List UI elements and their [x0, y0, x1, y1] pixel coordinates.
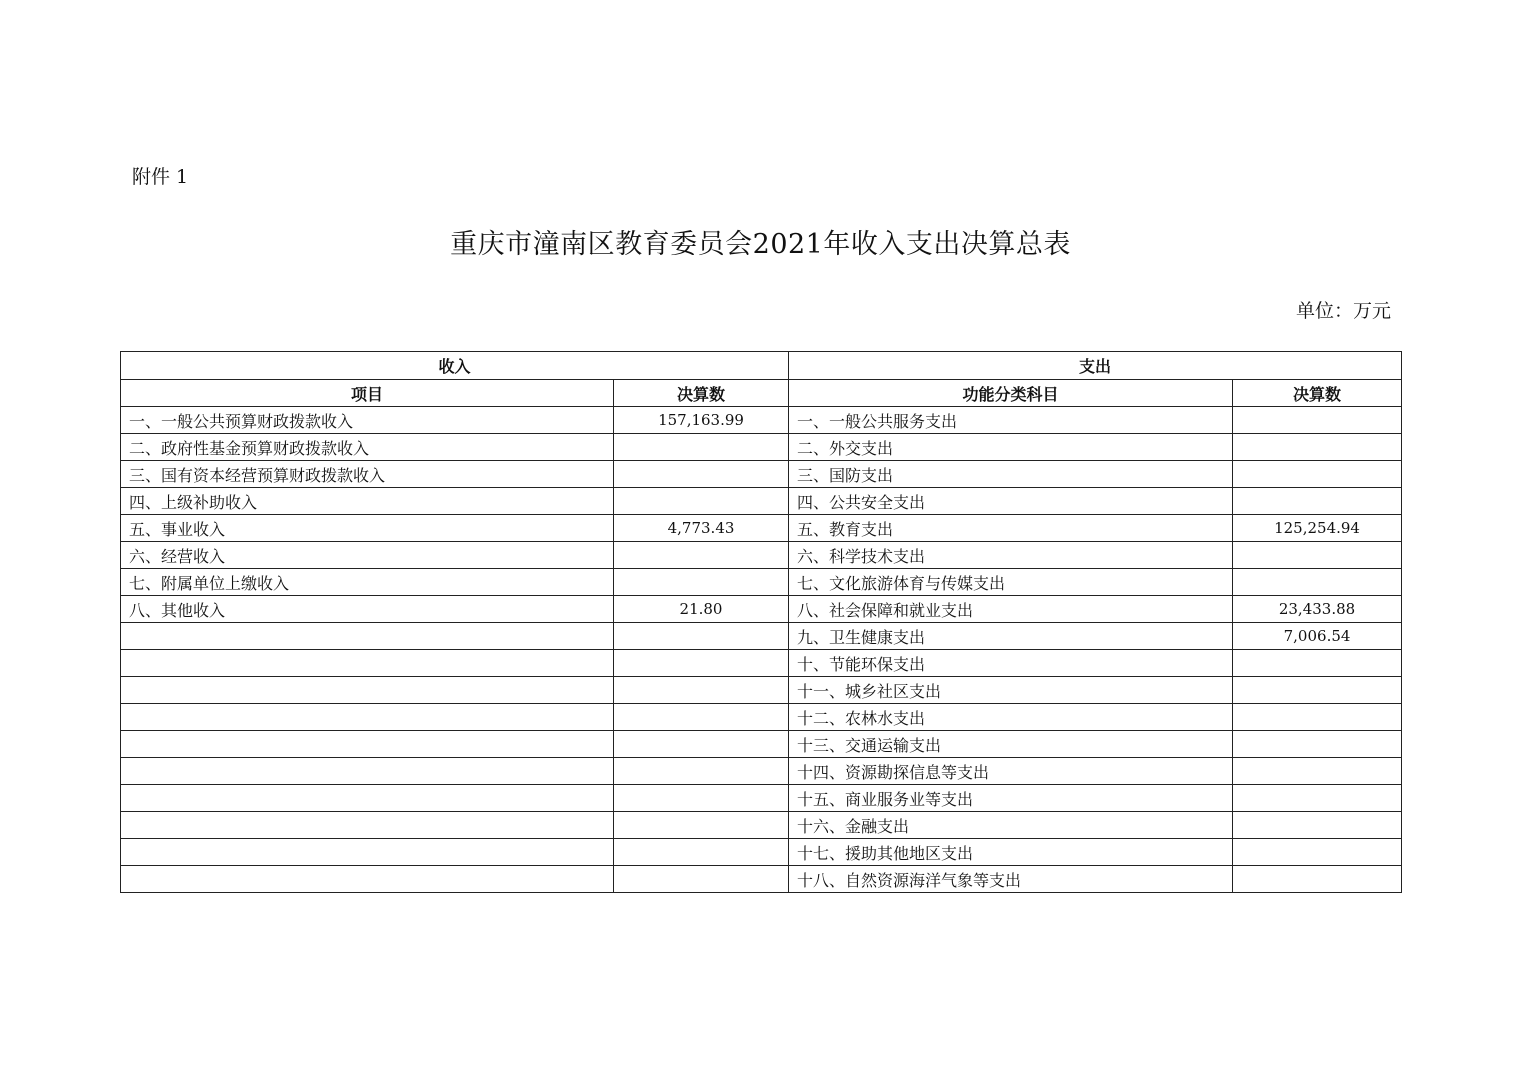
table-row: [121, 839, 1402, 866]
expense-item-cell: 十四、资源勘探信息等支出: [789, 758, 1233, 785]
table-row: [121, 785, 1402, 812]
expense-item-cell: 十三、交通运输支出: [789, 731, 1233, 758]
table-row: [121, 650, 1402, 677]
expense-item-cell: 十八、自然资源海洋气象等支出: [789, 866, 1233, 893]
table-row: [121, 677, 1402, 704]
income-item-cell: 八、其他收入: [121, 596, 614, 623]
expense-amount-column-header: 决算数: [1233, 380, 1402, 407]
group-header-row: [121, 352, 1402, 380]
expense-item-cell: 十、节能环保支出: [789, 650, 1233, 677]
expense-item-cell: 四、公共安全支出: [789, 488, 1233, 515]
income-amount-cell: [614, 731, 789, 758]
page-title: 重庆市潼南区教育委员会2021年收入支出决算总表: [450, 229, 1071, 260]
expense-item-cell: 十六、金融支出: [789, 812, 1233, 839]
expense-amount-cell: [1233, 839, 1402, 866]
expense-amount-cell: [1233, 866, 1402, 893]
income-amount-cell: [614, 461, 789, 488]
table-row: [121, 623, 1402, 650]
income-item-cell: 六、经营收入: [121, 542, 614, 569]
expense-amount-cell: [1233, 407, 1402, 434]
table-row: [121, 866, 1402, 893]
table-row: [121, 461, 1402, 488]
expense-amount-cell: 23,433.88: [1233, 596, 1402, 623]
income-amount-cell: [614, 569, 789, 596]
income-amount-column-header: 决算数: [614, 380, 789, 407]
expense-item-cell: 八、社会保障和就业支出: [789, 596, 1233, 623]
expense-item-cell: 十一、城乡社区支出: [789, 677, 1233, 704]
income-amount-cell: 21.80: [614, 596, 789, 623]
expense-amount-cell: [1233, 677, 1402, 704]
income-amount-cell: [614, 650, 789, 677]
table-row: [121, 704, 1402, 731]
income-amount-cell: [614, 542, 789, 569]
expense-amount-cell: [1233, 812, 1402, 839]
income-amount-cell: [614, 677, 789, 704]
table-row: [121, 434, 1402, 461]
expense-amount-cell: [1233, 434, 1402, 461]
income-amount-cell: 4,773.43: [614, 515, 789, 542]
table-row: [121, 488, 1402, 515]
expense-amount-cell: [1233, 731, 1402, 758]
income-amount-cell: [614, 623, 789, 650]
income-amount-cell: [614, 488, 789, 515]
expense-amount-cell: [1233, 461, 1402, 488]
table-row: [121, 758, 1402, 785]
expense-amount-cell: [1233, 569, 1402, 596]
income-item-cell: [121, 731, 614, 758]
income-amount-cell: [614, 758, 789, 785]
income-item-cell: [121, 677, 614, 704]
expense-item-cell: 一、一般公共服务支出: [789, 407, 1233, 434]
table-row: [121, 812, 1402, 839]
expense-item-cell: 五、教育支出: [789, 515, 1233, 542]
attachment-label: 附件 1: [132, 166, 189, 188]
expense-item-cell: 十五、商业服务业等支出: [789, 785, 1233, 812]
income-amount-cell: [614, 704, 789, 731]
income-item-cell: 一、一般公共预算财政拨款收入: [121, 407, 614, 434]
expense-group-header: 支出: [789, 352, 1402, 380]
income-item-cell: [121, 866, 614, 893]
expense-amount-cell: [1233, 758, 1402, 785]
income-group-header: 收入: [121, 352, 789, 380]
expense-amount-cell: 125,254.94: [1233, 515, 1402, 542]
income-amount-cell: [614, 812, 789, 839]
column-header-row: [121, 380, 1402, 407]
expense-amount-cell: 7,006.54: [1233, 623, 1402, 650]
income-item-cell: 七、附属单位上缴收入: [121, 569, 614, 596]
expense-amount-cell: [1233, 650, 1402, 677]
income-item-cell: [121, 758, 614, 785]
income-item-cell: [121, 839, 614, 866]
income-item-cell: [121, 812, 614, 839]
expense-item-cell: 十七、援助其他地区支出: [789, 839, 1233, 866]
income-amount-cell: [614, 785, 789, 812]
income-item-cell: 五、事业收入: [121, 515, 614, 542]
income-amount-cell: [614, 434, 789, 461]
expense-amount-cell: [1233, 542, 1402, 569]
unit-label: 单位：万元: [1295, 300, 1391, 322]
income-item-cell: [121, 785, 614, 812]
table-row: [121, 407, 1402, 434]
table-row: [121, 731, 1402, 758]
income-item-cell: 二、政府性基金预算财政拨款收入: [121, 434, 614, 461]
expense-amount-cell: [1233, 488, 1402, 515]
expense-item-cell: 十二、农林水支出: [789, 704, 1233, 731]
expense-item-cell: 三、国防支出: [789, 461, 1233, 488]
income-amount-cell: 157,163.99: [614, 407, 789, 434]
income-item-cell: 三、国有资本经营预算财政拨款收入: [121, 461, 614, 488]
expense-amount-cell: [1233, 704, 1402, 731]
expense-item-cell: 九、卫生健康支出: [789, 623, 1233, 650]
expense-amount-cell: [1233, 785, 1402, 812]
table-row: [121, 569, 1402, 596]
income-item-cell: [121, 704, 614, 731]
income-amount-cell: [614, 866, 789, 893]
expense-item-cell: 二、外交支出: [789, 434, 1233, 461]
table-row: [121, 515, 1402, 542]
income-item-column-header: 项目: [121, 380, 614, 407]
expense-item-column-header: 功能分类科目: [789, 380, 1233, 407]
income-expense-summary-table: [120, 351, 1402, 893]
income-item-cell: [121, 650, 614, 677]
income-item-cell: 四、上级补助收入: [121, 488, 614, 515]
income-amount-cell: [614, 839, 789, 866]
expense-item-cell: 六、科学技术支出: [789, 542, 1233, 569]
table-row: [121, 596, 1402, 623]
income-item-cell: [121, 623, 614, 650]
table-body: [121, 407, 1402, 893]
expense-item-cell: 七、文化旅游体育与传媒支出: [789, 569, 1233, 596]
table-row: [121, 542, 1402, 569]
